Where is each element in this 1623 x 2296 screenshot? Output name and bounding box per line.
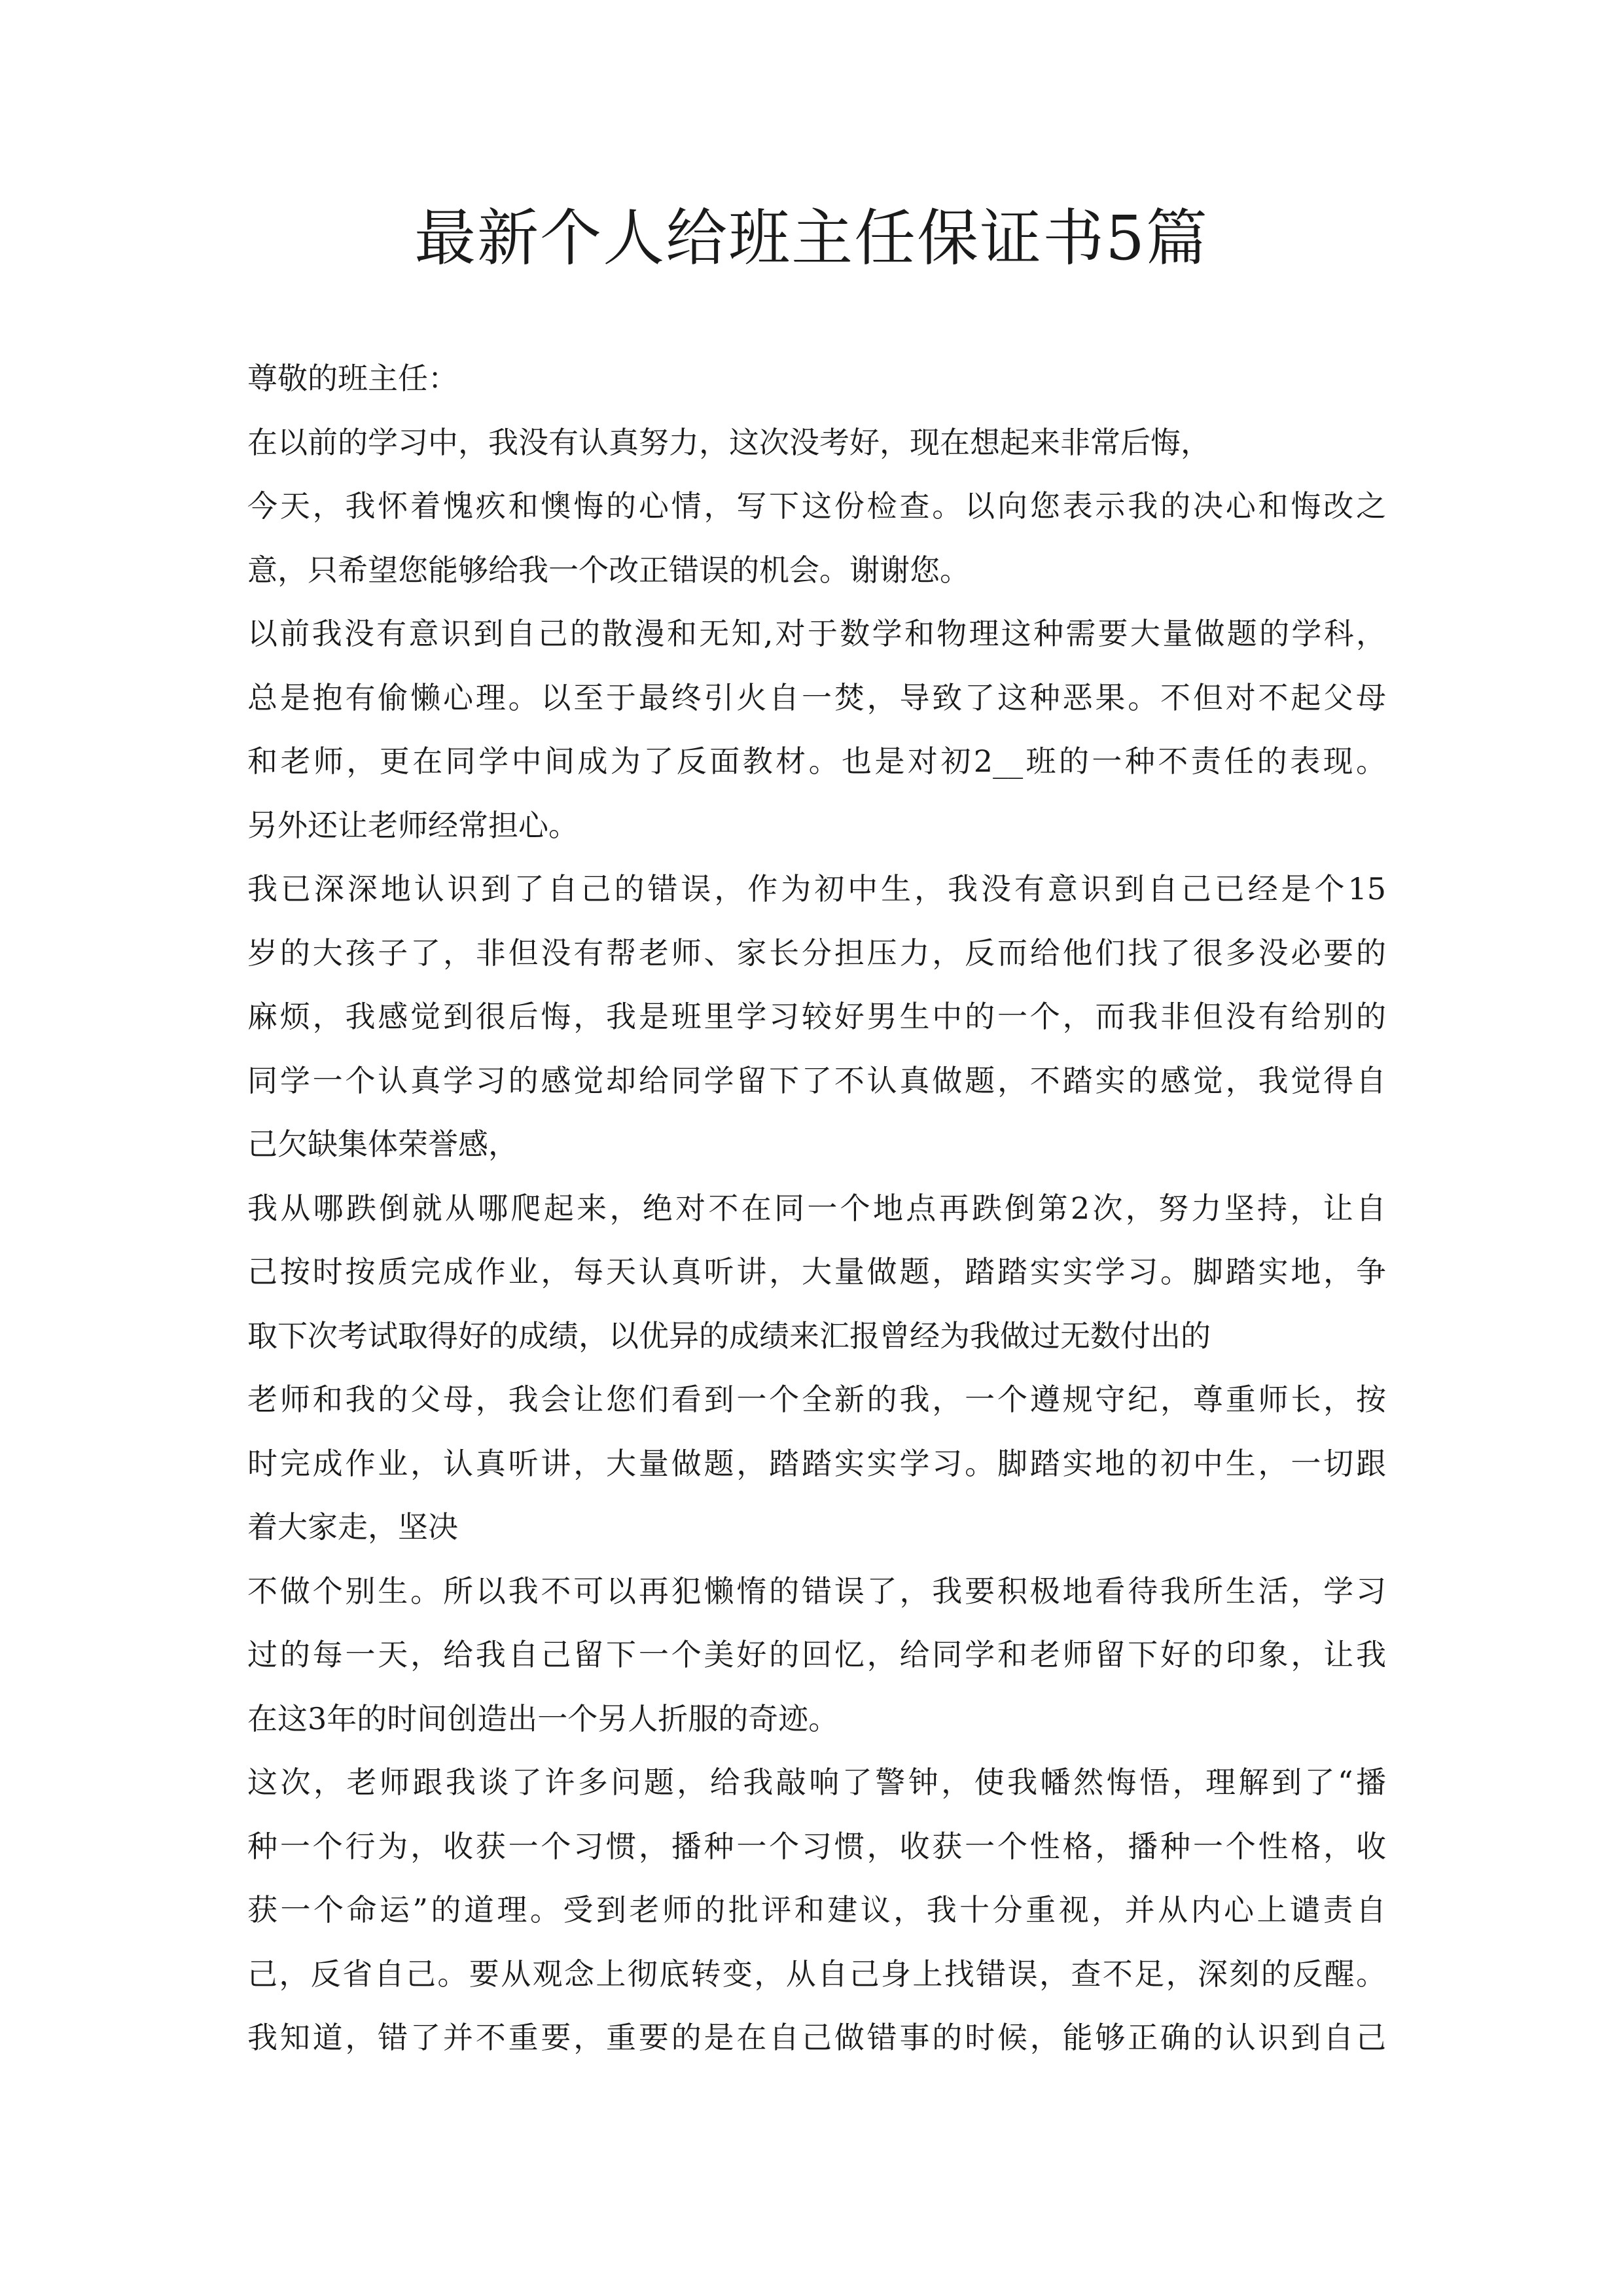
- body-line: 在以前的学习中，我没有认真努力，这次没考好，现在想起来非常后悔，: [247, 424, 1211, 460]
- body-line: 以前我没有意识到自己的散漫和无知,对于数学和物理这种需要大量做题的学科，: [247, 616, 1386, 651]
- body-line: 着大家走，坚决: [247, 1509, 458, 1545]
- body-line: 意，只希望您能够给我一个改正错误的机会。谢谢您。: [247, 552, 970, 588]
- body-line: 在这3年的时间创造出一个另人折服的奇迹。: [247, 1700, 839, 1736]
- body-line: 另外还让老师经常担心。: [247, 807, 579, 843]
- body-line: 时完成作业，认真听讲，大量做题，踏踏实实学习。脚踏实地的初中生，一切跟: [247, 1445, 1386, 1481]
- document-title: 最新个人给班主任保证书5篇: [414, 203, 1209, 274]
- body-line: 我知道，错了并不重要，重要的是在自己做错事的时候，能够正确的认识到自己: [247, 2020, 1386, 2055]
- salutation-line: 尊敬的班主任：: [247, 361, 458, 396]
- body-line: 这次，老师跟我谈了许多问题，给我敲响了警钟，使我幡然悔悟，理解到了“播: [247, 1765, 1386, 1800]
- document-body: [247, 347, 1386, 2070]
- body-line: 我从哪跌倒就从哪爬起来，绝对不在同一个地点再跌倒第2次，努力坚持，让自: [247, 1190, 1386, 1226]
- body-line: 我已深深地认识到了自己的错误，作为初中生，我没有意识到自己已经是个15: [247, 871, 1386, 906]
- body-line: 今天，我怀着愧疚和懊悔的心情，写下这份检查。以向您表示我的决心和悔改之: [247, 488, 1386, 524]
- body-line: 老师和我的父母，我会让您们看到一个全新的我，一个遵规守纪，尊重师长，按: [247, 1382, 1386, 1417]
- body-line: 己按时按质完成作业，每天认真听讲，大量做题，踏踏实实学习。脚踏实地，争: [247, 1254, 1386, 1289]
- body-line: 麻烦，我感觉到很后悔，我是班里学习较好男生中的一个，而我非但没有给别的: [247, 999, 1386, 1034]
- body-line: 同学一个认真学习的感觉却给同学留下了不认真做题，不踏实的感觉，我觉得自: [247, 1062, 1386, 1098]
- body-line: 过的每一天，给我自己留下一个美好的回忆，给同学和老师留下好的印象，让我: [247, 1637, 1386, 1672]
- body-line: 获一个命运”的道理。受到老师的批评和建议，我十分重视，并从内心上谴责自: [247, 1892, 1386, 1928]
- body-line: 己，反省自己。要从观念上彻底转变，从自己身上找错误，查不足，深刻的反醒。: [247, 1956, 1386, 1992]
- body-line: 和老师，更在同学中间成为了反面教材。也是对初2__班的一种不责任的表现。: [247, 744, 1386, 779]
- body-line: 种一个行为，收获一个习惯，播种一个习惯，收获一个性格，播种一个性格，收: [247, 1828, 1386, 1864]
- body-line: 不做个别生。所以我不可以再犯懒惰的错误了，我要积极地看待我所生活，学习: [247, 1573, 1386, 1609]
- body-line: 总是抱有偷懒心理。以至于最终引火自一焚，导致了这种恶果。不但对不起父母: [247, 679, 1386, 715]
- body-line: 岁的大孩子了，非但没有帮老师、家长分担压力，反而给他们找了很多没必要的: [247, 935, 1386, 971]
- body-line: 己欠缺集体荣誉感，: [247, 1126, 518, 1162]
- body-line: 取下次考试取得好的成绩，以优异的成绩来汇报曾经为我做过无数付出的: [247, 1318, 1211, 1354]
